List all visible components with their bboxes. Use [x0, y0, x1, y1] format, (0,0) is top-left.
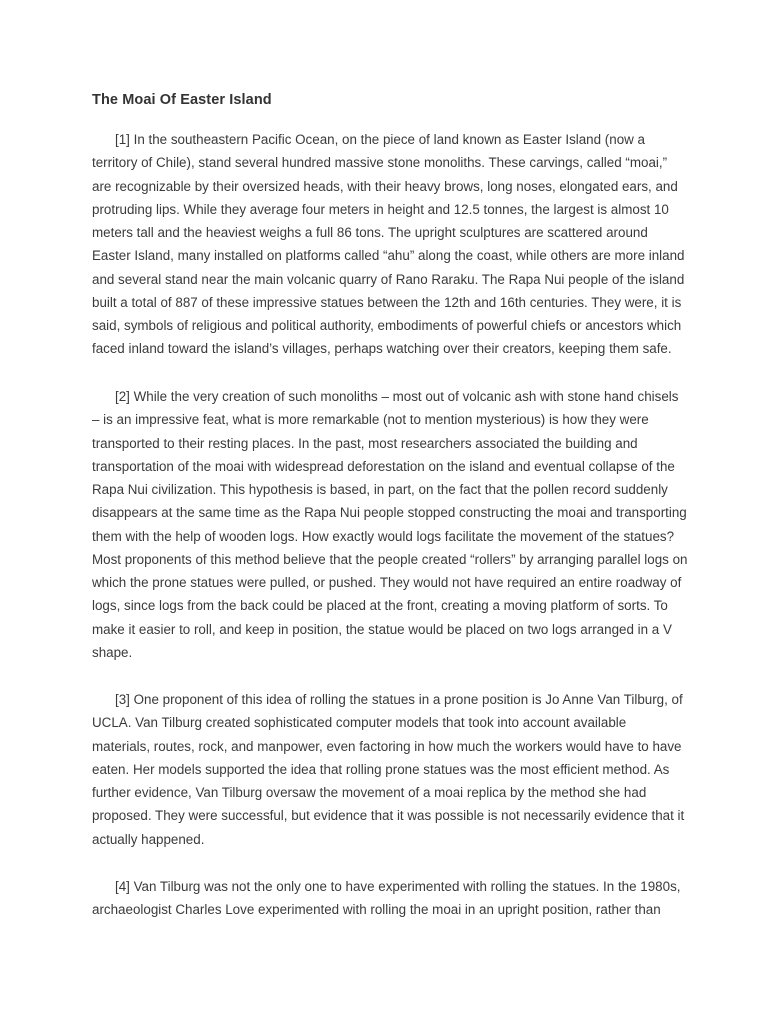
- paragraph-line: UCLA. Van Tilburg created sophisticated computer models that took into account available: [92, 715, 627, 731]
- paragraph-3: [92, 688, 712, 851]
- paragraph-line: transported to their resting places. In the past, most researchers associated the building and: [92, 435, 638, 451]
- paragraph-line: Most proponents of this method believe that the people created “rollers” by arranging parallel logs on: [92, 551, 688, 567]
- paragraph-line: shape.: [92, 644, 133, 660]
- paragraph-line: protruding lips. While they average four meters in height and 12.5 tonnes, the largest is almost 10: [92, 201, 669, 217]
- paragraph-line: archaeologist Charles Love experimented with rolling the moai in an upright position, rather than: [92, 902, 661, 918]
- paragraph-line: eaten. Her models supported the idea that rolling prone statues was the most efficient method. As: [92, 761, 670, 777]
- paragraph-line: and several stand near the main volcanic quarry of Rano Raraku. The Rapa Nui people of the island: [92, 271, 685, 287]
- paragraph-line: materials, routes, rock, and manpower, even factoring in how much the workers would have to have: [92, 738, 682, 754]
- paragraph-line: disappears at the same time as the Rapa Nui people stopped constructing the moai and transporting: [92, 505, 687, 521]
- paragraph-4: [92, 875, 712, 922]
- paragraph-line: actually happened.: [92, 831, 205, 847]
- paragraph-line: transportation of the moai with widespread deforestation on the island and eventual collapse of the: [92, 458, 675, 474]
- paragraph-line: built a total of 887 of these impressive statues between the 12th and 16th centuries. They were, it is: [92, 294, 682, 310]
- paragraph-line: Rapa Nui civilization. This hypothesis is based, in part, on the fact that the pollen record suddenly: [92, 482, 668, 497]
- paragraph-line: proposed. They were successful, but evidence that it was possible is not necessarily evidence that it: [92, 808, 685, 824]
- document-title: The Moai Of Easter Island: [92, 92, 272, 108]
- paragraph-line: territory of Chile), stand several hundred massive stone monoliths. These carvings, called “moai,”: [92, 155, 668, 171]
- paragraph-line: make it easier to roll, and keep in position, the statue would be placed on two logs arranged in a V: [92, 621, 672, 637]
- paragraph-line: [1] In the southeastern Pacific Ocean, on the piece of land known as Easter Island (now a: [115, 132, 645, 147]
- paragraph-line: meters tall and the heaviest weighs a full 86 tons. The upright sculptures are scattered around: [92, 225, 648, 240]
- paragraph-line: [2] While the very creation of such monoliths – most out of volcanic ash with stone hand chisels: [115, 389, 679, 404]
- paragraph-line: [3] One proponent of this idea of rolling the statues in a prone position is Jo Anne Van Tilburg, of: [115, 692, 683, 707]
- paragraph-line: faced inland toward the island’s villages, perhaps watching over their creators, keeping them safe.: [92, 341, 672, 357]
- paragraph-line: said, symbols of religious and political authority, embodiments of powerful chiefs or ancestors which: [92, 318, 682, 333]
- paragraph-1: [92, 128, 712, 361]
- paragraph-2: [92, 385, 712, 664]
- paragraph-line: further evidence, Van Tilburg oversaw the movement of a moai replica by the method she had: [92, 785, 647, 800]
- paragraph-line: [4] Van Tilburg was not the only one to have experimented with rolling the statues. In the 1980s,: [115, 879, 681, 894]
- paragraph-line: which the prone statues were pulled, or pushed. They would not have required an entire roadway of: [92, 575, 682, 590]
- paragraph-line: – is an impressive feat, what is more remarkable (not to mention mysterious) is how they were: [92, 412, 649, 428]
- paragraph-line: Easter Island, many installed on platforms called “ahu” along the coast, while others are more inland: [92, 248, 685, 264]
- paragraph-line: them with the help of wooden logs. How exactly would logs facilitate the movement of the statues?: [92, 528, 675, 544]
- paragraph-line: logs, since logs from the back could be placed at the front, creating a moving platform of sorts. To: [92, 598, 668, 614]
- paragraph-line: are recognizable by their oversized heads, with their heavy brows, long noses, elongated ears, and: [92, 178, 678, 194]
